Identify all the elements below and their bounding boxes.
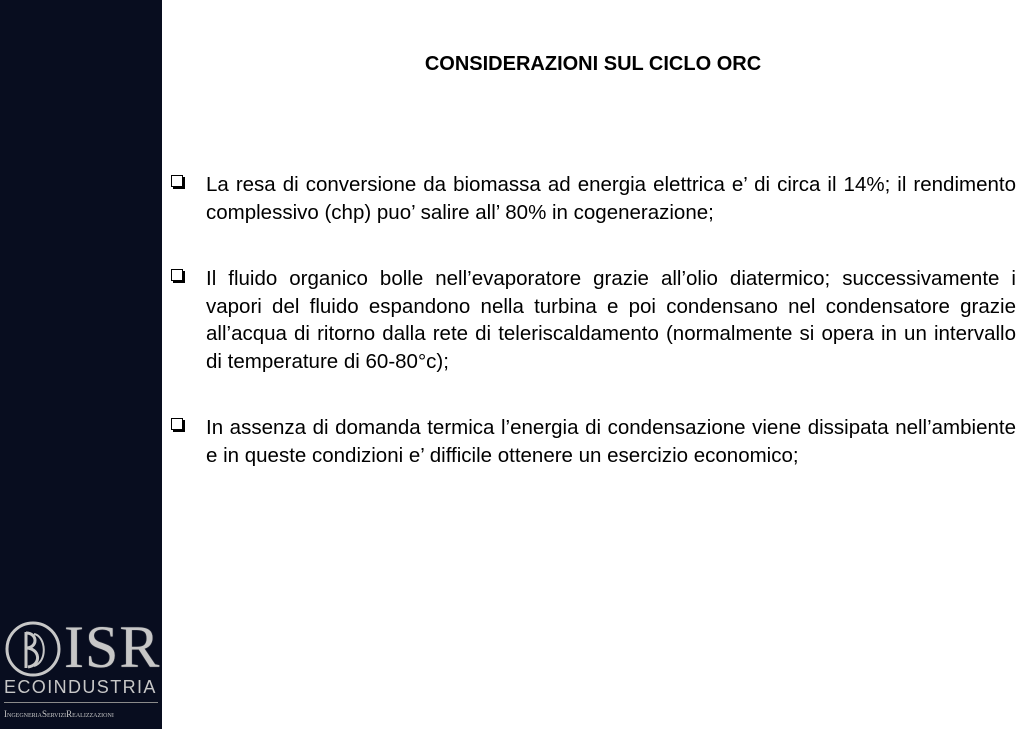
logo-tagline: IngegneriaServiziRealizzazioni: [4, 709, 114, 719]
bullet-text: Il fluido organico bolle nell’evaporatore grazie all’olio diatermico; successivamente i vapori del fluido espandono nella turbina e poi condensano nel condensatore grazie all’acqua di ritorno dalla rete di teleriscaldamento (normalmente si opera in un intervallo di temperature di 60-80°c);: [206, 267, 1016, 373]
logo-divider: [4, 702, 158, 703]
monogram-logo-icon: [4, 618, 64, 680]
checkbox-bullet-icon: [171, 175, 183, 187]
bullet-text: La resa di conversione da biomassa ad energia elettrica e’ di circa il 14%; il rendimento complessivo (chp) puo’ salire all’ 80% in cogenerazione;: [206, 173, 1016, 224]
page-title: CONSIDERAZIONI SUL CICLO ORC: [424, 53, 762, 75]
company-logo: [0, 612, 162, 729]
bullet-text: In assenza di domanda termica l’energia di condensazione viene dissipata nell’ambiente e in queste condizioni e’ difficile ottenere un esercizio economico;: [206, 416, 1016, 467]
checkbox-bullet-icon: [171, 418, 183, 430]
bullet-list: [170, 171, 1016, 508]
list-item: [170, 171, 1016, 226]
sidebar-panel: [0, 0, 162, 729]
list-item: [170, 414, 1016, 469]
logo-subtitle: ECOINDUSTRIA: [4, 677, 157, 697]
checkbox-bullet-icon: [171, 269, 183, 281]
logo-name: ISR: [64, 614, 161, 680]
list-item: [170, 265, 1016, 375]
